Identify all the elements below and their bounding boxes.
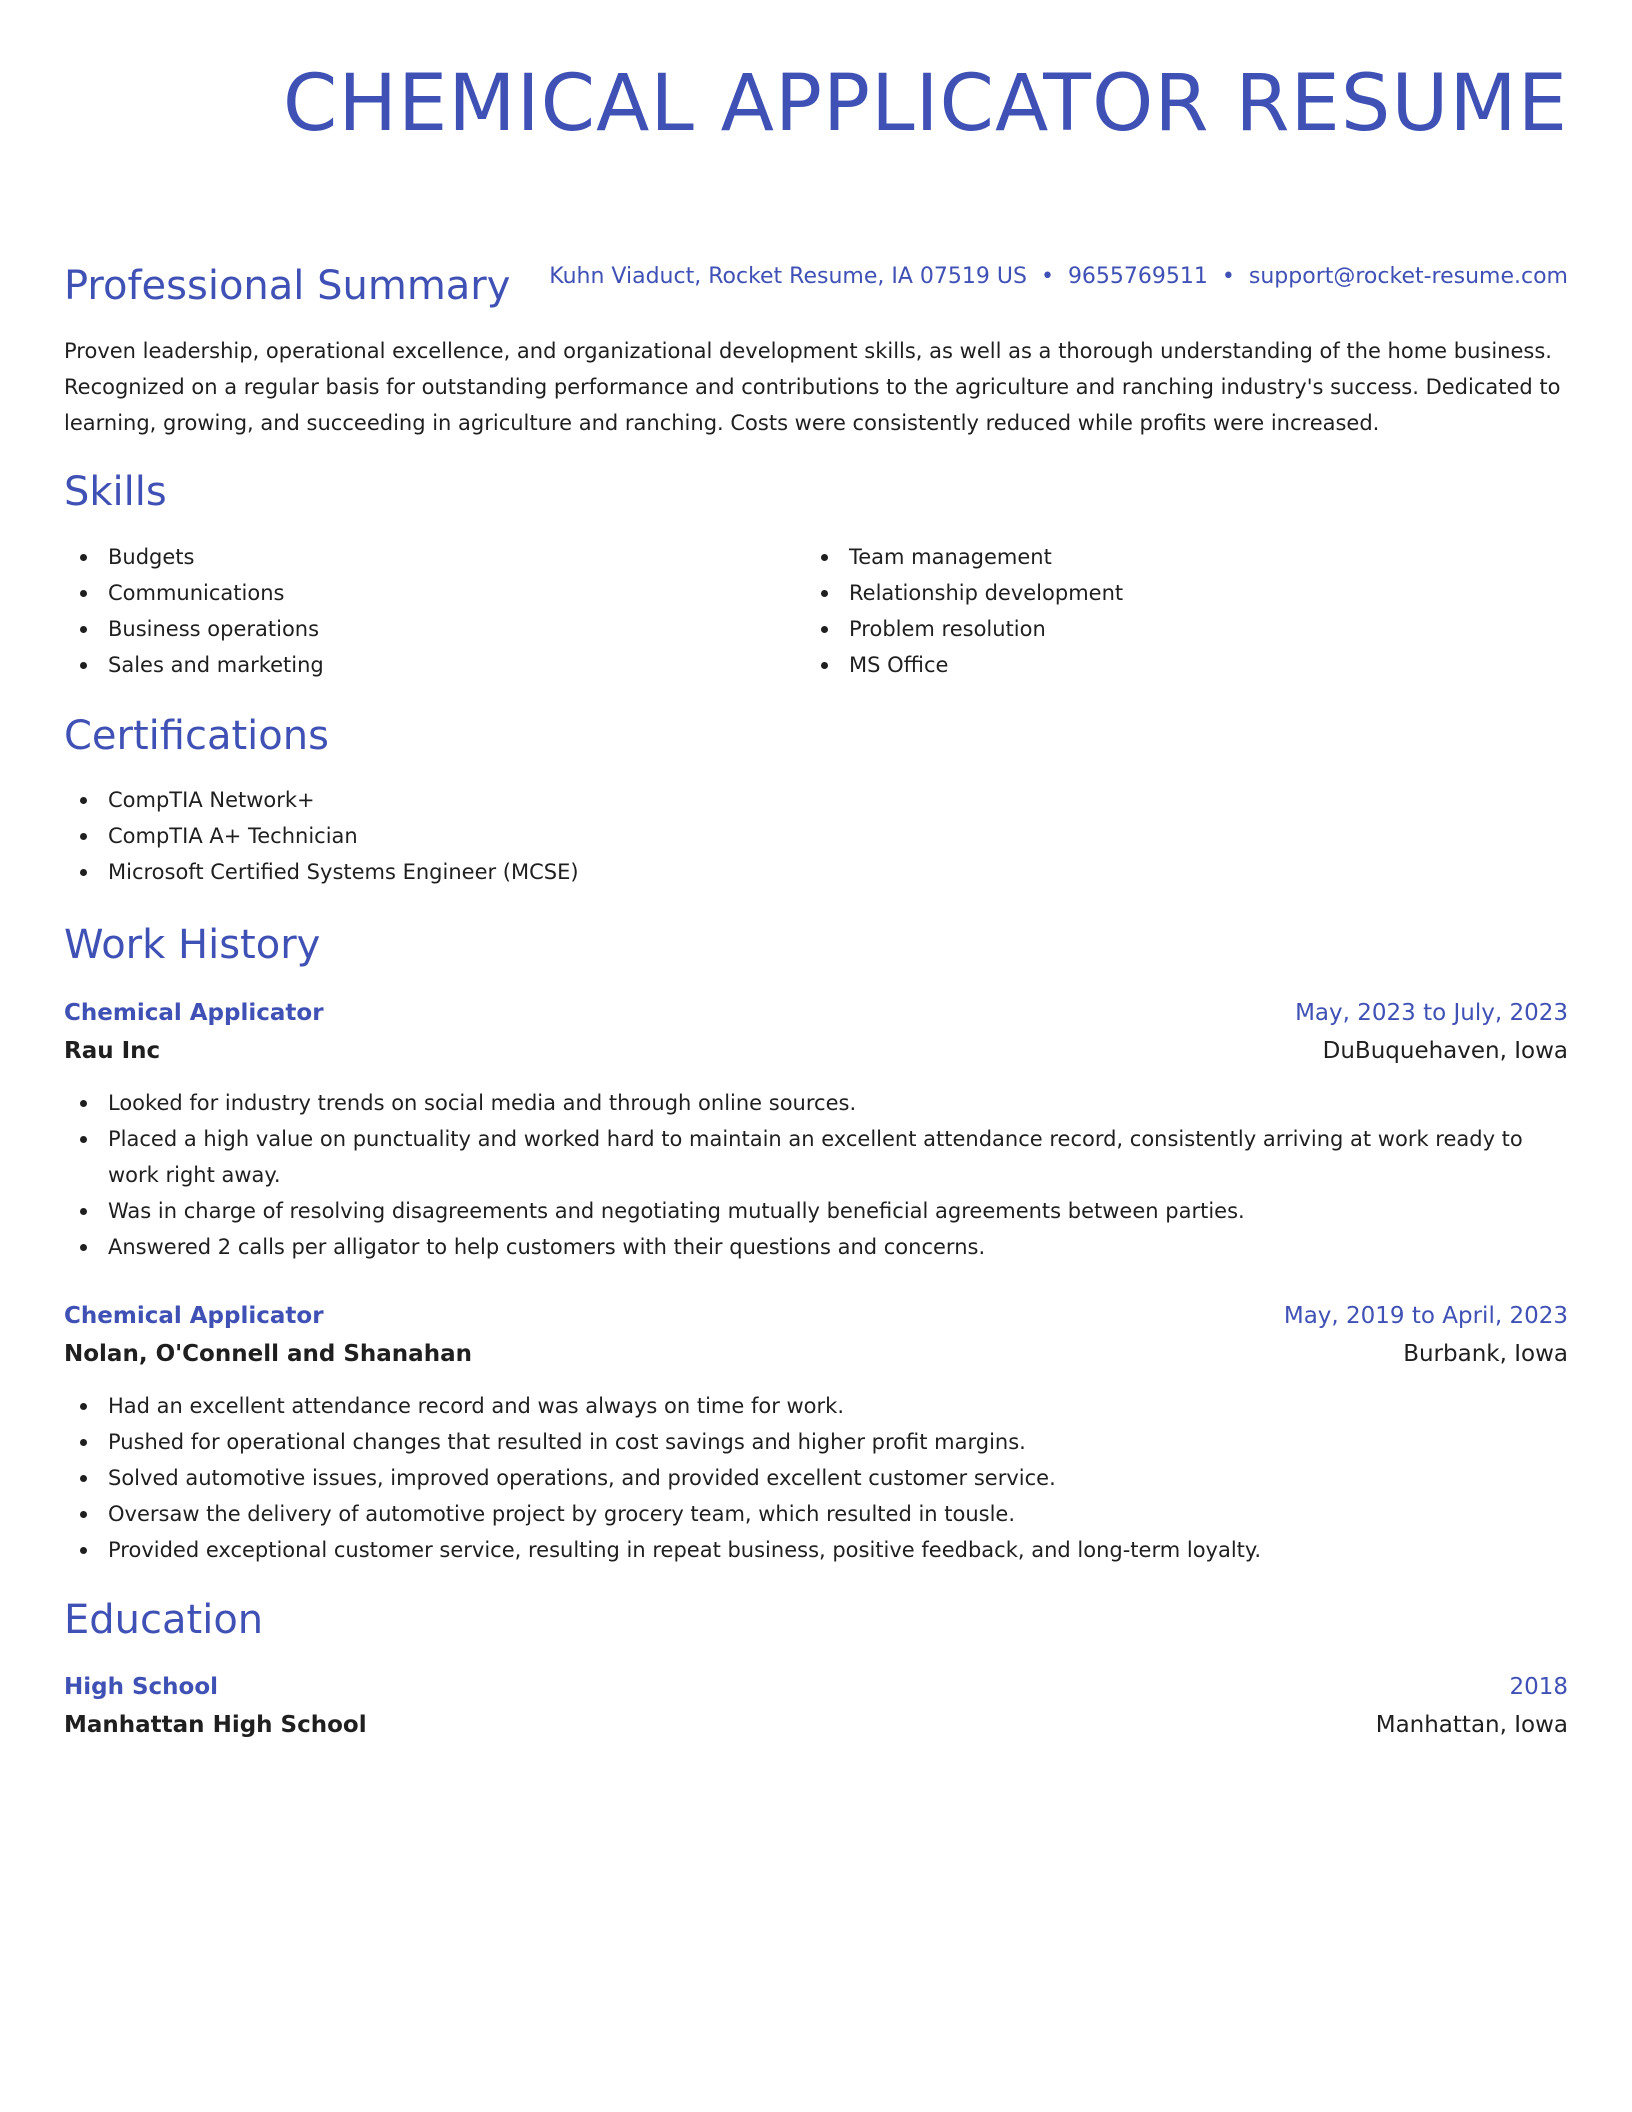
job-location: DuBuquehaven, Iowa (1322, 1038, 1568, 1064)
job-bullets (64, 1388, 1568, 1568)
certification-item: Microsoft Certified Systems Engineer (MCSE) (64, 854, 1064, 890)
job-bullet: Provided exceptional customer service, resulting in repeat business, positive feedback, and long-term loyalty. (64, 1532, 1568, 1568)
job-bullet: Had an excellent attendance record and was always on time for work. (64, 1388, 1568, 1424)
job-company: Nolan, O'Connell and Shanahan (64, 1341, 472, 1367)
job-bullet: Placed a high value on punctuality and worked hard to maintain an excellent attendance record, consistently arriving at work ready to work right away. (64, 1121, 1568, 1193)
certification-item: CompTIA A+ Technician (64, 818, 1064, 854)
skills-heading: Skills (64, 469, 167, 515)
contact-email: support@rocket-resume.com (1248, 264, 1568, 289)
contact-separator: • (1040, 264, 1054, 289)
job-bullet: Was in charge of resolving disagreements and negotiating mutually beneficial agreements between parties. (64, 1193, 1568, 1229)
education-entry (64, 1669, 1568, 1745)
skill-item: Sales and marketing (64, 647, 764, 683)
job-company: Rau Inc (64, 1038, 161, 1064)
job-bullet: Pushed for operational changes that resulted in cost savings and higher profit margins. (64, 1424, 1568, 1460)
job-bullet: Oversaw the delivery of automotive project by grocery team, which resulted in tousle. (64, 1496, 1568, 1532)
education-location: Manhattan, Iowa (1375, 1712, 1568, 1738)
summary-text: Proven leadership, operational excellence, and organizational development skills, as well as a thorough understanding of the home business. Recognized on a regular basis for outstanding performance and contributions to the agriculture and ranching industry's success. Dedicated to learning, growing, and succeeding in agriculture and ranching. Costs were consistently reduced while profits were increased. (64, 339, 1561, 435)
summary-heading: Professional Summary (64, 263, 511, 309)
certifications-heading: Certifications (64, 713, 329, 759)
contact-address: Kuhn Viaduct, Rocket Resume, IA 07519 US (549, 264, 1027, 289)
skill-item: Team management (805, 539, 1505, 575)
education-school: Manhattan High School (64, 1712, 367, 1738)
certifications-list (64, 782, 1064, 890)
job-role: Chemical Applicator (64, 1303, 324, 1329)
skill-item: Business operations (64, 611, 764, 647)
skill-item: MS Office (805, 647, 1505, 683)
job-dates: May, 2019 to April, 2023 (1283, 1303, 1568, 1329)
job-bullets (64, 1085, 1568, 1265)
job-bullet: Looked for industry trends on social media and through online sources. (64, 1085, 1568, 1121)
skills-list-left (64, 539, 764, 683)
skills-list-right (805, 539, 1505, 683)
resume-title: CHEMICAL APPLICATOR RESUME (282, 59, 1568, 149)
skill-item: Budgets (64, 539, 764, 575)
contact-line (549, 262, 1568, 292)
education-degree: High School (64, 1674, 219, 1700)
job-bullet: Answered 2 calls per alligator to help customers with their questions and concerns. (64, 1229, 1568, 1265)
job-bullet: Solved automotive issues, improved operations, and provided excellent customer service. (64, 1460, 1568, 1496)
education-heading: Education (64, 1597, 264, 1643)
education-year: 2018 (1509, 1674, 1568, 1700)
job-location: Burbank, Iowa (1403, 1341, 1568, 1367)
certification-item: CompTIA Network+ (64, 782, 1064, 818)
job-header (64, 995, 1568, 1071)
contact-phone: 9655769511 (1067, 264, 1208, 289)
job-dates: May, 2023 to July, 2023 (1295, 1000, 1568, 1026)
job-role: Chemical Applicator (64, 1000, 324, 1026)
contact-separator: • (1221, 264, 1235, 289)
work-history-heading: Work History (64, 922, 321, 968)
skill-item: Communications (64, 575, 764, 611)
skill-item: Problem resolution (805, 611, 1505, 647)
skill-item: Relationship development (805, 575, 1505, 611)
job-header (64, 1298, 1568, 1374)
